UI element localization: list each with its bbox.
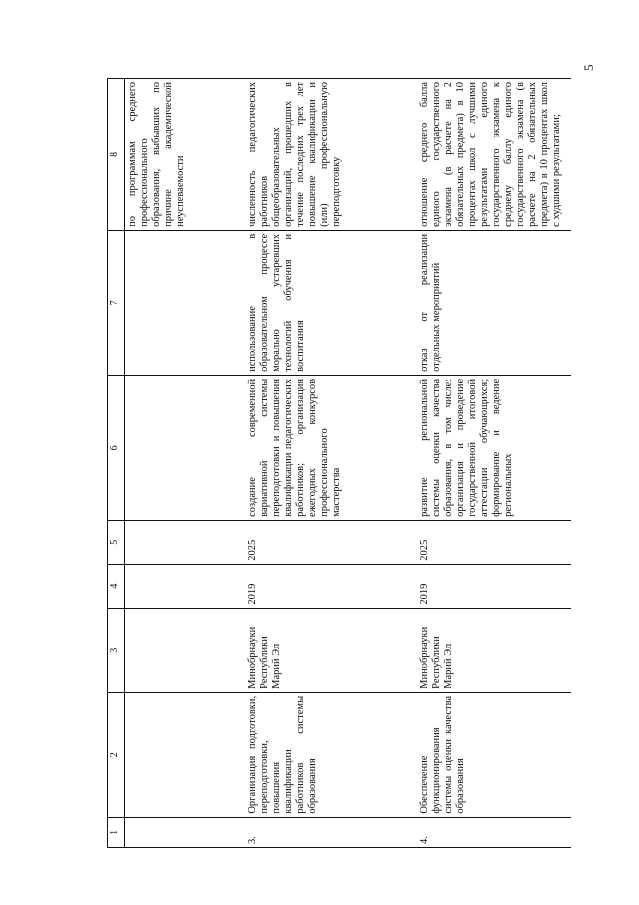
cell-end-year: 2025 [411, 520, 571, 564]
column-header-8: 8 [108, 79, 125, 231]
cell-number: 4. [411, 817, 571, 847]
column-header-3: 3 [108, 608, 125, 692]
column-header-2: 2 [108, 692, 125, 817]
cell-end-year: 2025 [237, 520, 411, 564]
cell-consequence: использование в образовательном процессе морально устаревших технологий обучения и воспитания [237, 230, 411, 375]
page-number: 5 [581, 64, 596, 71]
table-row-continued [125, 79, 238, 848]
cell-measure-name: Организация подготовки, переподготовки, повышения квалификации работников системы образования [237, 692, 411, 817]
column-header-6: 6 [108, 375, 125, 520]
cell-expected-result: развитие региональной системы оценки качества образования, в том числе: организация и проведение государственной итоговой аттестации обучающихся; формирование и ведение региональных [411, 375, 571, 520]
cell-indicator: отношение среднего балла единого государственного экзамена (в расчете на 2 обязательных предмета) в 10 процентах школ с лучшими результатами единого государственного экзамена к среднему баллу единого государственного экзамена (в расчете на 2 обязательных предмета) в 10 процентах школ с худшими результатами; [411, 79, 571, 231]
cell-number: 3. [237, 817, 411, 847]
cell-indicator: по программам среднего профессионального образования, выбывших по причине академической неуспеваемости [125, 79, 238, 231]
cell-indicator: численность педагогических работников общеобразовательных организаций, прошедших в течение последних трех лет повышение квалификации и (или) профессиональную переподготовку [237, 79, 411, 231]
cell-consequence: отказ от реализации отдельных мероприятий [411, 230, 571, 375]
column-header-1: 1 [108, 817, 125, 847]
cell-start-year: 2019 [237, 564, 411, 608]
column-header-5: 5 [108, 520, 125, 564]
rotated-table-wrapper [107, 78, 577, 848]
column-number-row [108, 79, 125, 848]
column-header-4: 4 [108, 564, 125, 608]
table-row [237, 79, 411, 848]
cell-executor: Минобрнауки Республики Марий Эл [237, 608, 411, 692]
cell-measure-name: Обеспечение функционирования системы оценки качества образования [411, 692, 571, 817]
table-row [411, 79, 571, 848]
cell-expected-result: создание современной вариативной системы переподготовки и повышения квалификации педагогических работников; организация ежегодных конкурсов профессионального мастерства [237, 375, 411, 520]
cell-executor: Минобрнауки Республики Марий Эл [411, 608, 571, 692]
cell-start-year: 2019 [411, 564, 571, 608]
column-header-7: 7 [108, 230, 125, 375]
program-table [107, 78, 571, 848]
